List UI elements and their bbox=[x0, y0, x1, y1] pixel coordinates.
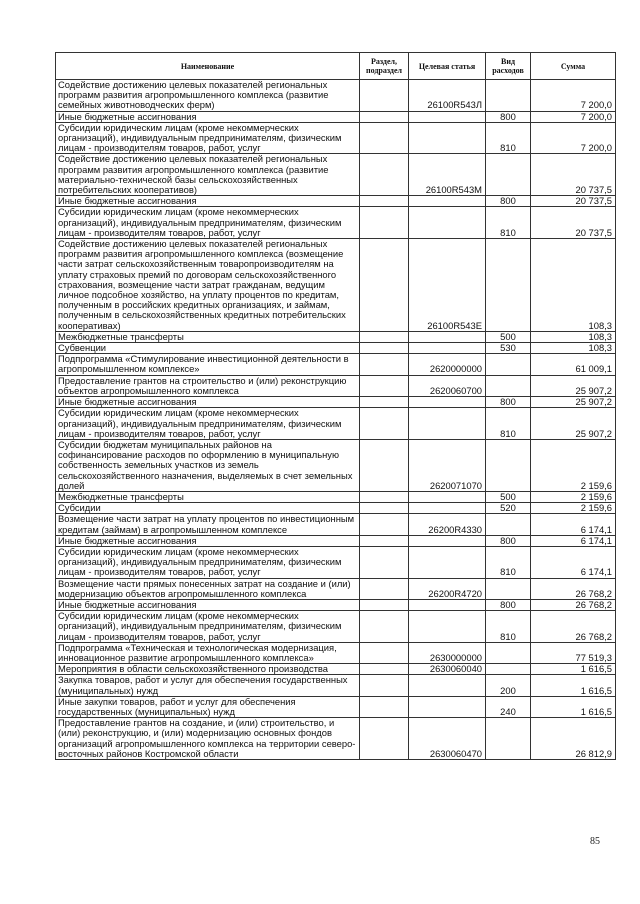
cell-sum: 77 519,3 bbox=[531, 642, 616, 663]
cell-name: Субсидии юридическим лицам (кроме некоммерческих организаций), индивидуальным предпринимателям, физическим лицам - производителям товаров, работ, услуг bbox=[56, 408, 360, 440]
cell-code: 26100R543М bbox=[409, 154, 486, 196]
cell-section bbox=[360, 122, 409, 154]
cell-sum: 2 159,6 bbox=[531, 439, 616, 491]
cell-type bbox=[486, 80, 531, 112]
table-row bbox=[56, 578, 616, 599]
table-row bbox=[56, 207, 616, 239]
table-row bbox=[56, 718, 616, 760]
header-sum: Сумма bbox=[531, 53, 616, 80]
cell-section bbox=[360, 154, 409, 196]
cell-name: Содействие достижению целевых показателей региональных программ развития агропромышленного комплекса (возмещение части затрат сельскохозяйственным товаропроизводителям на уплату страховых премий по договорам сельскохозяйственного страхования, возмещение части затрат гражданам, ведущим личное подсобное хозяйство, на уплату процентов по кредитам, полученным в российских кредитных организациях, и займам, полученным в сельскохозяйственных кредитных потребительских кооперативах) bbox=[56, 239, 360, 332]
table-row bbox=[56, 343, 616, 354]
cell-name: Субсидии bbox=[56, 503, 360, 514]
cell-code bbox=[409, 196, 486, 207]
cell-sum: 20 737,5 bbox=[531, 196, 616, 207]
cell-type: 810 bbox=[486, 611, 531, 643]
table-row bbox=[56, 354, 616, 375]
cell-section bbox=[360, 675, 409, 696]
cell-section bbox=[360, 439, 409, 491]
cell-type: 810 bbox=[486, 122, 531, 154]
page-number: 85 bbox=[590, 836, 600, 847]
cell-name: Мероприятия в области сельскохозяйственного производства bbox=[56, 664, 360, 675]
cell-section bbox=[360, 696, 409, 717]
cell-section bbox=[360, 397, 409, 408]
cell-section bbox=[360, 408, 409, 440]
cell-code: 26100R543Л bbox=[409, 80, 486, 112]
header-name: Наименование bbox=[56, 53, 360, 80]
table-row bbox=[56, 611, 616, 643]
cell-code: 26200R4330 bbox=[409, 514, 486, 535]
table-row bbox=[56, 514, 616, 535]
cell-name: Иные бюджетные ассигнования bbox=[56, 196, 360, 207]
header-section: Раздел, подраздел bbox=[360, 53, 409, 80]
cell-code bbox=[409, 546, 486, 578]
cell-section bbox=[360, 207, 409, 239]
cell-type bbox=[486, 578, 531, 599]
cell-name: Подпрограмма «Стимулирование инвестиционной деятельности в агропромышленном комплексе» bbox=[56, 354, 360, 375]
budget-table-page bbox=[55, 52, 615, 760]
cell-section bbox=[360, 546, 409, 578]
table-row bbox=[56, 111, 616, 122]
cell-section bbox=[360, 196, 409, 207]
cell-type: 500 bbox=[486, 491, 531, 502]
cell-type: 800 bbox=[486, 397, 531, 408]
cell-code bbox=[409, 122, 486, 154]
table-row bbox=[56, 375, 616, 396]
cell-sum: 7 200,0 bbox=[531, 122, 616, 154]
cell-sum: 25 907,2 bbox=[531, 375, 616, 396]
cell-sum: 1 616,5 bbox=[531, 696, 616, 717]
cell-sum: 2 159,6 bbox=[531, 503, 616, 514]
cell-name: Субсидии юридическим лицам (кроме некоммерческих организаций), индивидуальным предпринимателям, физическим лицам - производителям товаров, работ, услуг bbox=[56, 546, 360, 578]
cell-code: 2620071070 bbox=[409, 439, 486, 491]
cell-name: Субсидии юридическим лицам (кроме некоммерческих организаций), индивидуальным предпринимателям, физическим лицам - производителям товаров, работ, услуг bbox=[56, 122, 360, 154]
cell-code bbox=[409, 207, 486, 239]
cell-name: Иные закупки товаров, работ и услуг для обеспечения государственных (муниципальных) нужд bbox=[56, 696, 360, 717]
table-row bbox=[56, 675, 616, 696]
cell-code: 2630060040 bbox=[409, 664, 486, 675]
table-row bbox=[56, 122, 616, 154]
cell-name: Межбюджетные трансферты bbox=[56, 331, 360, 342]
cell-type: 240 bbox=[486, 696, 531, 717]
cell-name: Субсидии юридическим лицам (кроме некоммерческих организаций), индивидуальным предпринимателям, физическим лицам - производителям товаров, работ, услуг bbox=[56, 207, 360, 239]
table-row bbox=[56, 80, 616, 112]
cell-code: 2620060700 bbox=[409, 375, 486, 396]
cell-section bbox=[360, 611, 409, 643]
cell-name: Субсидии бюджетам муниципальных районов на софинансирование расходов по оформлению в муниципальную собственность земельных участков из земель сельскохозяйственного назначения, выделяемых в счет земельных долей bbox=[56, 439, 360, 491]
cell-sum: 108,3 bbox=[531, 331, 616, 342]
table-row bbox=[56, 439, 616, 491]
cell-code: 2630000000 bbox=[409, 642, 486, 663]
cell-type bbox=[486, 439, 531, 491]
cell-code bbox=[409, 491, 486, 502]
cell-type: 810 bbox=[486, 546, 531, 578]
cell-sum: 26 768,2 bbox=[531, 611, 616, 643]
cell-sum: 1 616,5 bbox=[531, 675, 616, 696]
cell-type: 810 bbox=[486, 207, 531, 239]
cell-sum: 7 200,0 bbox=[531, 80, 616, 112]
cell-type bbox=[486, 514, 531, 535]
cell-sum: 20 737,5 bbox=[531, 207, 616, 239]
cell-section bbox=[360, 664, 409, 675]
cell-type: 200 bbox=[486, 675, 531, 696]
cell-name: Иные бюджетные ассигнования bbox=[56, 599, 360, 610]
cell-section bbox=[360, 491, 409, 502]
table-row bbox=[56, 154, 616, 196]
cell-sum: 61 009,1 bbox=[531, 354, 616, 375]
table-body bbox=[56, 80, 616, 760]
cell-section bbox=[360, 718, 409, 760]
cell-section bbox=[360, 642, 409, 663]
cell-type: 800 bbox=[486, 535, 531, 546]
table-row bbox=[56, 535, 616, 546]
cell-section bbox=[360, 578, 409, 599]
cell-section bbox=[360, 354, 409, 375]
cell-name: Подпрограмма «Техническая и технологическая модернизация, инновационное развитие агропромышленного комплекса» bbox=[56, 642, 360, 663]
cell-sum: 108,3 bbox=[531, 343, 616, 354]
cell-name: Предоставление грантов на строительство и (или) реконструкцию объектов агропромышленного комплекса bbox=[56, 375, 360, 396]
cell-section bbox=[360, 375, 409, 396]
cell-sum: 25 907,2 bbox=[531, 397, 616, 408]
cell-code bbox=[409, 675, 486, 696]
cell-type: 800 bbox=[486, 196, 531, 207]
cell-section bbox=[360, 503, 409, 514]
header-row bbox=[56, 53, 616, 80]
cell-type bbox=[486, 154, 531, 196]
cell-section bbox=[360, 535, 409, 546]
cell-type: 520 bbox=[486, 503, 531, 514]
header-code: Целевая статья bbox=[409, 53, 486, 80]
cell-code: 2620000000 bbox=[409, 354, 486, 375]
cell-name: Возмещение части затрат на уплату процентов по инвестиционным кредитам (займам) в агропромышленном комплексе bbox=[56, 514, 360, 535]
cell-sum: 26 768,2 bbox=[531, 578, 616, 599]
cell-code bbox=[409, 408, 486, 440]
cell-code bbox=[409, 343, 486, 354]
cell-type bbox=[486, 239, 531, 332]
cell-code bbox=[409, 503, 486, 514]
cell-section bbox=[360, 80, 409, 112]
table-row bbox=[56, 239, 616, 332]
cell-code: 26200R4720 bbox=[409, 578, 486, 599]
cell-type bbox=[486, 375, 531, 396]
cell-sum: 2 159,6 bbox=[531, 491, 616, 502]
table-row bbox=[56, 642, 616, 663]
cell-type: 500 bbox=[486, 331, 531, 342]
cell-sum: 6 174,1 bbox=[531, 514, 616, 535]
cell-type bbox=[486, 354, 531, 375]
cell-sum: 26 768,2 bbox=[531, 599, 616, 610]
cell-type: 800 bbox=[486, 111, 531, 122]
cell-type: 800 bbox=[486, 599, 531, 610]
table-row bbox=[56, 546, 616, 578]
cell-sum: 25 907,2 bbox=[531, 408, 616, 440]
cell-name: Содействие достижению целевых показателей региональных программ развития агропромышленного комплекса (развитие материально-технической базы сельскохозяйственных потребительских кооперативов) bbox=[56, 154, 360, 196]
table-row bbox=[56, 599, 616, 610]
cell-sum: 1 616,5 bbox=[531, 664, 616, 675]
cell-name: Иные бюджетные ассигнования bbox=[56, 535, 360, 546]
budget-table bbox=[55, 52, 616, 760]
cell-type: 810 bbox=[486, 408, 531, 440]
cell-code bbox=[409, 535, 486, 546]
cell-name: Иные бюджетные ассигнования bbox=[56, 111, 360, 122]
cell-name: Иные бюджетные ассигнования bbox=[56, 397, 360, 408]
cell-type: 530 bbox=[486, 343, 531, 354]
cell-name: Возмещение части прямых понесенных затрат на создание и (или) модернизацию объектов агропромышленного комплекса bbox=[56, 578, 360, 599]
cell-name: Субсидии юридическим лицам (кроме некоммерческих организаций), индивидуальным предпринимателям, физическим лицам - производителям товаров, работ, услуг bbox=[56, 611, 360, 643]
cell-section bbox=[360, 331, 409, 342]
table-row bbox=[56, 491, 616, 502]
cell-name: Предоставление грантов на создание, и (или) строительство, и (или) реконструкцию, и (или) модернизацию основных фондов организаций агропромышленного комплекса на территории северо-восточных районов Костромской области bbox=[56, 718, 360, 760]
cell-code: 26100R543Е bbox=[409, 239, 486, 332]
cell-name: Субвенции bbox=[56, 343, 360, 354]
table-row bbox=[56, 196, 616, 207]
cell-sum: 20 737,5 bbox=[531, 154, 616, 196]
cell-type bbox=[486, 642, 531, 663]
table-row bbox=[56, 696, 616, 717]
cell-section bbox=[360, 111, 409, 122]
cell-section bbox=[360, 514, 409, 535]
cell-code bbox=[409, 599, 486, 610]
cell-sum: 7 200,0 bbox=[531, 111, 616, 122]
cell-code bbox=[409, 397, 486, 408]
cell-section bbox=[360, 599, 409, 610]
cell-sum: 6 174,1 bbox=[531, 535, 616, 546]
cell-section bbox=[360, 239, 409, 332]
cell-name: Закупка товаров, работ и услуг для обеспечения государственных (муниципальных) нужд bbox=[56, 675, 360, 696]
table-row bbox=[56, 664, 616, 675]
cell-sum: 6 174,1 bbox=[531, 546, 616, 578]
cell-name: Межбюджетные трансферты bbox=[56, 491, 360, 502]
table-header bbox=[56, 53, 616, 80]
table-row bbox=[56, 331, 616, 342]
cell-type bbox=[486, 718, 531, 760]
table-row bbox=[56, 397, 616, 408]
cell-code: 2630060470 bbox=[409, 718, 486, 760]
cell-section bbox=[360, 343, 409, 354]
cell-sum: 26 812,9 bbox=[531, 718, 616, 760]
table-row bbox=[56, 503, 616, 514]
cell-name: Содействие достижению целевых показателей региональных программ развития агропромышленного комплекса (развитие семейных животноводческих ферм) bbox=[56, 80, 360, 112]
cell-code bbox=[409, 111, 486, 122]
cell-sum: 108,3 bbox=[531, 239, 616, 332]
cell-code bbox=[409, 696, 486, 717]
header-type: Вид расходов bbox=[486, 53, 531, 80]
cell-code bbox=[409, 331, 486, 342]
cell-code bbox=[409, 611, 486, 643]
cell-type bbox=[486, 664, 531, 675]
table-row bbox=[56, 408, 616, 440]
